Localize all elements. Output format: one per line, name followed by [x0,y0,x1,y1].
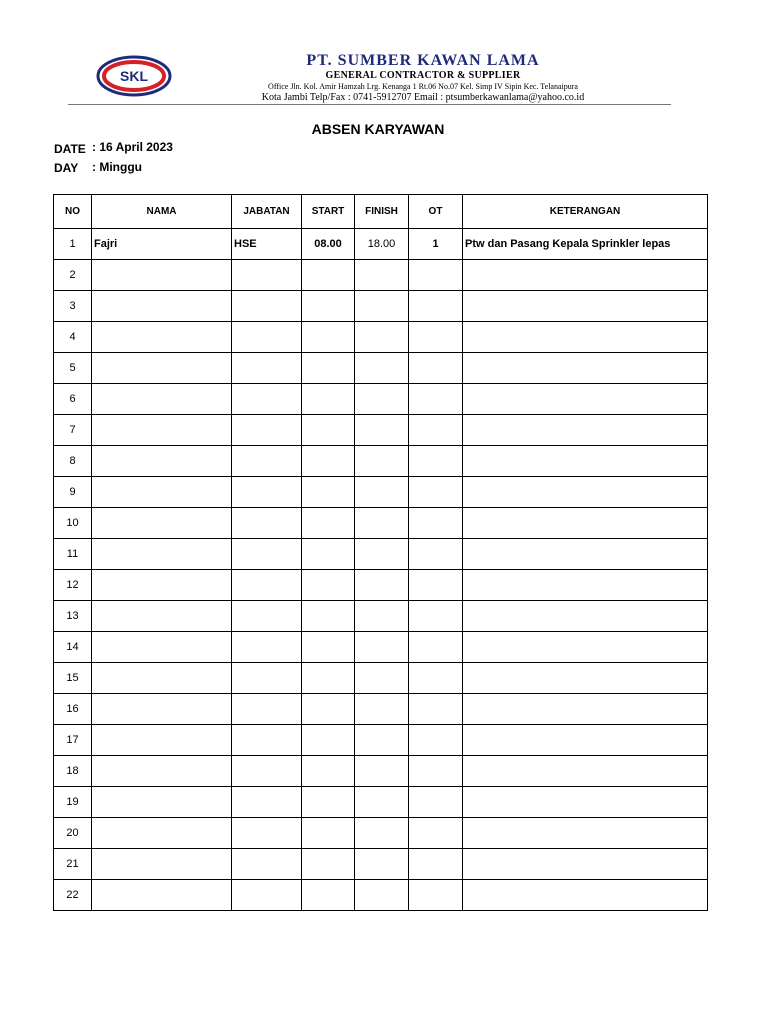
cell-jabatan [232,756,302,787]
cell-no: 9 [54,477,92,508]
cell-ot [409,663,463,694]
cell-start [302,880,355,911]
cell-keterangan [463,663,708,694]
cell-nama [92,291,232,322]
cell-finish [355,260,409,291]
cell-finish [355,353,409,384]
cell-start: 08.00 [302,229,355,260]
cell-jabatan [232,291,302,322]
cell-start [302,694,355,725]
cell-start [302,384,355,415]
cell-finish: 18.00 [355,229,409,260]
cell-no: 10 [54,508,92,539]
cell-start [302,477,355,508]
cell-start [302,849,355,880]
cell-no: 1 [54,229,92,260]
cell-ot [409,570,463,601]
cell-finish [355,725,409,756]
cell-ot [409,508,463,539]
cell-finish [355,880,409,911]
cell-keterangan [463,818,708,849]
table-row [54,663,708,694]
cell-no: 14 [54,632,92,663]
cell-no: 17 [54,725,92,756]
cell-keterangan [463,322,708,353]
table-row [54,601,708,632]
cell-finish [355,322,409,353]
table-row [54,384,708,415]
cell-no: 21 [54,849,92,880]
company-name: PT. SUMBER KAWAN LAMA [306,52,540,69]
header-ot: OT [409,195,463,229]
header-finish: FINISH [355,195,409,229]
logo-text: SKL [120,68,148,84]
cell-nama [92,849,232,880]
cell-start [302,415,355,446]
cell-keterangan: Ptw dan Pasang Kepala Sprinkler lepas [463,229,708,260]
table-row [54,477,708,508]
cell-finish [355,570,409,601]
cell-finish [355,787,409,818]
cell-no: 20 [54,818,92,849]
cell-keterangan [463,570,708,601]
cell-ot [409,322,463,353]
cell-nama [92,260,232,291]
cell-no: 2 [54,260,92,291]
table-row [54,787,708,818]
cell-keterangan [463,384,708,415]
cell-finish [355,663,409,694]
cell-no: 12 [54,570,92,601]
cell-jabatan [232,415,302,446]
cell-finish [355,756,409,787]
cell-keterangan [463,601,708,632]
table-row [54,880,708,911]
cell-ot [409,477,463,508]
cell-nama [92,322,232,353]
cell-finish [355,539,409,570]
cell-no: 5 [54,353,92,384]
cell-start [302,322,355,353]
cell-jabatan [232,353,302,384]
cell-start [302,446,355,477]
cell-ot [409,787,463,818]
table-row [54,229,708,260]
table-row [54,849,708,880]
cell-start [302,818,355,849]
cell-jabatan [232,508,302,539]
cell-finish [355,291,409,322]
cell-nama [92,570,232,601]
cell-ot [409,632,463,663]
cell-keterangan [463,477,708,508]
cell-nama: Fajri [92,229,232,260]
cell-jabatan [232,849,302,880]
cell-keterangan [463,787,708,818]
cell-finish [355,632,409,663]
cell-finish [355,508,409,539]
cell-keterangan [463,725,708,756]
cell-jabatan [232,725,302,756]
cell-nama [92,477,232,508]
table-row [54,756,708,787]
cell-keterangan [463,756,708,787]
cell-start [302,291,355,322]
cell-start [302,787,355,818]
cell-jabatan [232,539,302,570]
cell-ot [409,818,463,849]
table-row [54,694,708,725]
cell-nama [92,725,232,756]
header-jabatan: JABATAN [232,195,302,229]
header-nama: NAMA [92,195,232,229]
cell-keterangan [463,880,708,911]
cell-finish [355,446,409,477]
cell-no: 3 [54,291,92,322]
cell-no: 6 [54,384,92,415]
cell-finish [355,849,409,880]
table-row [54,353,708,384]
cell-jabatan [232,663,302,694]
day-value: : Minggu [92,160,142,174]
cell-nama [92,353,232,384]
cell-ot [409,446,463,477]
cell-jabatan [232,477,302,508]
cell-jabatan [232,601,302,632]
cell-jabatan [232,260,302,291]
document-title: ABSEN KARYAWAN [311,121,445,137]
header-no: NO [54,195,92,229]
company-info [174,52,672,103]
table-row [54,260,708,291]
cell-nama [92,818,232,849]
table-row [54,818,708,849]
company-logo [96,55,172,97]
cell-jabatan [232,322,302,353]
cell-nama [92,663,232,694]
cell-nama [92,415,232,446]
cell-keterangan [463,632,708,663]
cell-ot [409,539,463,570]
cell-nama [92,384,232,415]
cell-no: 16 [54,694,92,725]
table-row [54,415,708,446]
company-contact: Kota Jambi Telp/Fax : 0741-5912707 Email : ptsumberkawanlama@yahoo.co.id [261,92,585,103]
cell-no: 7 [54,415,92,446]
cell-jabatan [232,570,302,601]
cell-nama [92,508,232,539]
cell-keterangan [463,446,708,477]
attendance-table [53,194,708,911]
cell-start [302,508,355,539]
cell-start [302,539,355,570]
cell-jabatan [232,787,302,818]
cell-jabatan [232,880,302,911]
letterhead-divider [68,104,671,105]
cell-nama [92,756,232,787]
cell-finish [355,694,409,725]
cell-jabatan [232,446,302,477]
cell-nama [92,539,232,570]
cell-start [302,725,355,756]
cell-nama [92,694,232,725]
table-row [54,446,708,477]
cell-keterangan [463,539,708,570]
cell-no: 13 [54,601,92,632]
table-row [54,725,708,756]
cell-nama [92,880,232,911]
cell-keterangan [463,291,708,322]
cell-keterangan [463,260,708,291]
cell-start [302,632,355,663]
cell-keterangan [463,415,708,446]
cell-nama [92,632,232,663]
cell-start [302,260,355,291]
cell-no: 11 [54,539,92,570]
cell-keterangan [463,849,708,880]
cell-nama [92,787,232,818]
cell-keterangan [463,508,708,539]
company-tagline: GENERAL CONTRACTOR & SUPPLIER [325,70,521,81]
cell-start [302,663,355,694]
table-body [54,229,708,911]
cell-jabatan [232,694,302,725]
cell-jabatan: HSE [232,229,302,260]
letterhead [68,52,672,106]
cell-keterangan [463,353,708,384]
table-row [54,291,708,322]
cell-ot [409,291,463,322]
table-row [54,539,708,570]
cell-nama [92,601,232,632]
cell-no: 4 [54,322,92,353]
cell-jabatan [232,384,302,415]
cell-no: 8 [54,446,92,477]
cell-finish [355,415,409,446]
cell-ot [409,880,463,911]
cell-ot [409,694,463,725]
cell-finish [355,477,409,508]
cell-ot [409,849,463,880]
date-label: DATE [54,142,86,156]
header-keterangan: KETERANGAN [463,195,708,229]
date-value: : 16 April 2023 [92,140,173,154]
table-row [54,570,708,601]
cell-finish [355,601,409,632]
cell-keterangan [463,694,708,725]
header-start: START [302,195,355,229]
cell-ot [409,353,463,384]
cell-ot [409,415,463,446]
cell-start [302,601,355,632]
cell-start [302,353,355,384]
cell-nama [92,446,232,477]
cell-ot [409,725,463,756]
table-row [54,632,708,663]
day-label: DAY [54,161,79,175]
company-office-address: Office Jln. Kol. Amir Hamzah Lrg. Kenanga 1 Rt.06 No.07 Kel. Simp IV Sipin Kec. Telanaipura [268,82,578,91]
cell-ot [409,756,463,787]
cell-no: 18 [54,756,92,787]
cell-start [302,756,355,787]
cell-jabatan [232,818,302,849]
cell-ot [409,260,463,291]
cell-start [302,570,355,601]
table-header-row [54,195,708,229]
cell-ot [409,384,463,415]
table-row [54,322,708,353]
cell-no: 22 [54,880,92,911]
cell-finish [355,818,409,849]
cell-no: 19 [54,787,92,818]
cell-ot [409,601,463,632]
table-row [54,508,708,539]
cell-jabatan [232,632,302,663]
cell-no: 15 [54,663,92,694]
cell-finish [355,384,409,415]
cell-ot: 1 [409,229,463,260]
